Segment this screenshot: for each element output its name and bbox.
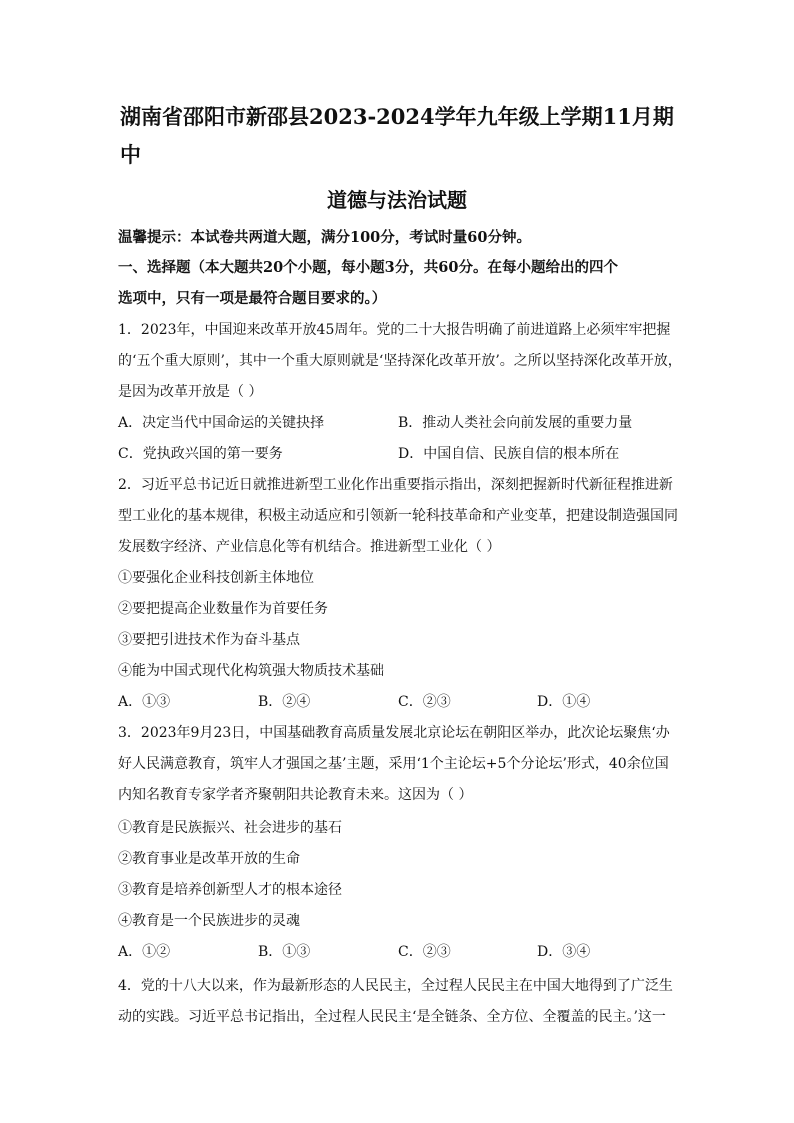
q2-line: 发展数字经济、产业信息化等有机结合。推进新型工业化（ ）	[118, 539, 501, 555]
q2-option-b: B．②④	[258, 694, 311, 710]
q2-option-d: D．①④	[537, 694, 591, 710]
q3-item: ④教育是一个民族进步的灵魂	[118, 913, 300, 929]
exam-title: 湖南省邵阳市新邵县2023-2024学年九年级上学期11月期中	[120, 104, 674, 167]
q4-line: 动的实践。习近平总书记指出，全过程人民民主‘是全链条、全方位、全覆盖的民主。’这一	[118, 1009, 666, 1025]
section1-heading-line2: 选项中，只有一项是最符合题目要求的。）	[118, 290, 387, 307]
q3-option-a: A．①②	[118, 944, 171, 960]
q1-line: 1．2023年，中国迎来改革开放45周年。党的二十大报告明确了前进道路上必须牢牢把握	[118, 322, 671, 338]
q1-line: 是因为改革开放是（ ）	[118, 384, 263, 400]
q2-line: 2．习近平总书记近日就推进新型工业化作出重要指示指出，深刻把握新时代新征程推进新	[118, 477, 673, 493]
notice-text: 温馨提示：本试卷共两道大题，满分100分，考试时量60分钟。	[118, 229, 531, 246]
q2-option-a: A．①③	[118, 694, 171, 710]
q2-item: ③要把引进技术作为奋斗基点	[118, 632, 300, 648]
q3-line: 3．2023年9月23日，中国基础教育高质量发展北京论坛在朝阳区举办，此次论坛聚焦‘办	[118, 725, 670, 741]
q1-option-d: D．中国自信、民族自信的根本所在	[398, 446, 620, 462]
q2-item: ①要强化企业科技创新主体地位	[118, 570, 314, 586]
q3-line: 好人民满意教育，筑牢人才强国之基’主题，采用‘1个主论坛+5个分论坛’形式，40余位国	[118, 756, 669, 772]
q2-item: ②要把提高企业数量作为首要任务	[118, 601, 328, 617]
q1-option-c: C．党执政兴国的第一要务	[118, 446, 283, 462]
q1-line: 的‘五个重大原则’，其中一个重大原则就是‘坚持深化改革开放’。之所以坚持深化改革开放，	[118, 353, 682, 369]
q2-line: 型工业化的基本规律，积极主动适应和引领新一轮科技革命和产业变革，把建设制造强国同	[118, 508, 678, 524]
q2-item: ④能为中国式现代化构筑强大物质技术基础	[118, 663, 384, 679]
q1-option-b: B．推动人类社会向前发展的重要力量	[398, 415, 633, 431]
q4-line: 4．党的十八大以来，作为最新形态的人民民主，全过程人民民主在中国大地得到了广泛生	[118, 978, 673, 994]
q3-option-d: D．③④	[537, 944, 591, 960]
section1-heading-line1: 一、选择题（本大题共20个小题，每小题3分，共60分。在每小题给出的四个	[118, 259, 618, 276]
q3-item: ②教育事业是改革开放的生命	[118, 851, 300, 867]
q3-item: ③教育是培养创新型人才的根本途径	[118, 882, 342, 898]
q2-option-c: C．②③	[398, 694, 451, 710]
q3-line: 内知名教育专家学者齐聚朝阳共论教育未来。这因为（ ）	[118, 787, 473, 803]
exam-subtitle: 道德与法治试题	[327, 188, 467, 212]
q3-option-b: B．①③	[258, 944, 311, 960]
q1-option-a: A．决定当代中国命运的关键抉择	[118, 415, 325, 431]
q3-item: ①教育是民族振兴、社会进步的基石	[118, 820, 342, 836]
q3-option-c: C．②③	[398, 944, 451, 960]
